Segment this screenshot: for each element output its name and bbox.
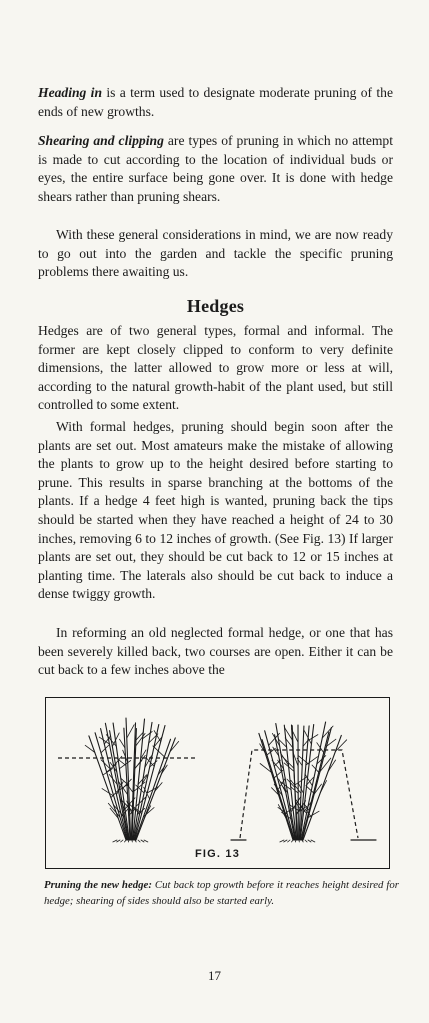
- heading-in-text: is a term used to designate moderate pruning of the ends of new growths.: [38, 85, 393, 119]
- shearing-text: are types of pruning in which no attempt is made to cut according to the location of individual buds or eyes, the entire surface being gone over. It is done with hedge shears rather than pruning shears.: [38, 133, 394, 204]
- paragraph-reforming: In reforming an old neglected formal hedge, or one that has been severely killed back, two courses are open. Either it can be cut back to a few inches above the: [38, 625, 393, 678]
- paragraph-shearing: [38, 132, 393, 206]
- term-shearing-clipping: Shearing and clipping: [38, 133, 164, 148]
- hedge-illustration: [46, 698, 391, 870]
- paragraph-heading-in: [38, 84, 393, 121]
- figure-caption: [44, 878, 399, 910]
- shrub-left-illustration: [58, 718, 196, 842]
- caption-title: Pruning the new hedge:: [44, 879, 152, 891]
- paragraph-considerations: With these general considerations in mind, we are now ready to go out into the garden and tackle the specific pruning problems there awaiting us.: [38, 227, 393, 280]
- term-heading-in: Heading in: [38, 85, 103, 100]
- shrub-right-illustration: [231, 722, 376, 842]
- figure-13: [45, 697, 390, 869]
- paragraph-hedge-types: Hedges are of two general types, formal and informal. The former are kept closely clipped to conform to very definite dimensions, the latter allowed to grow more or less at will, according to the natural growth-habit of the plant used, but still controlled to some extent.: [38, 323, 393, 413]
- section-title: Hedges: [186, 296, 245, 316]
- paragraph-formal-hedges: With formal hedges, pruning should begin soon after the plants are set out. Most amateurs make the mistake of allowing the plants to grow up to the height desired before starting to prune. This results in sparse branching at the bottoms of the plants. If a hedge 4 feet high is wanted, pruning back the tips should be started when they have reached a height of 24 to 30 inches, removing 6 to 12 inches of growth. (See Fig. 13) If larger plants are set out, they should be cut back to 12 or 15 inches at planting time. The laterals also should be cut back to induce a dense twiggy growth.: [38, 419, 393, 602]
- caption-text: Cut back top growth before it reaches height desired for hedge; shearing of sides should also be started early.: [44, 879, 399, 907]
- figure-label: FIG. 13: [194, 848, 241, 860]
- page-number: 17: [208, 968, 221, 983]
